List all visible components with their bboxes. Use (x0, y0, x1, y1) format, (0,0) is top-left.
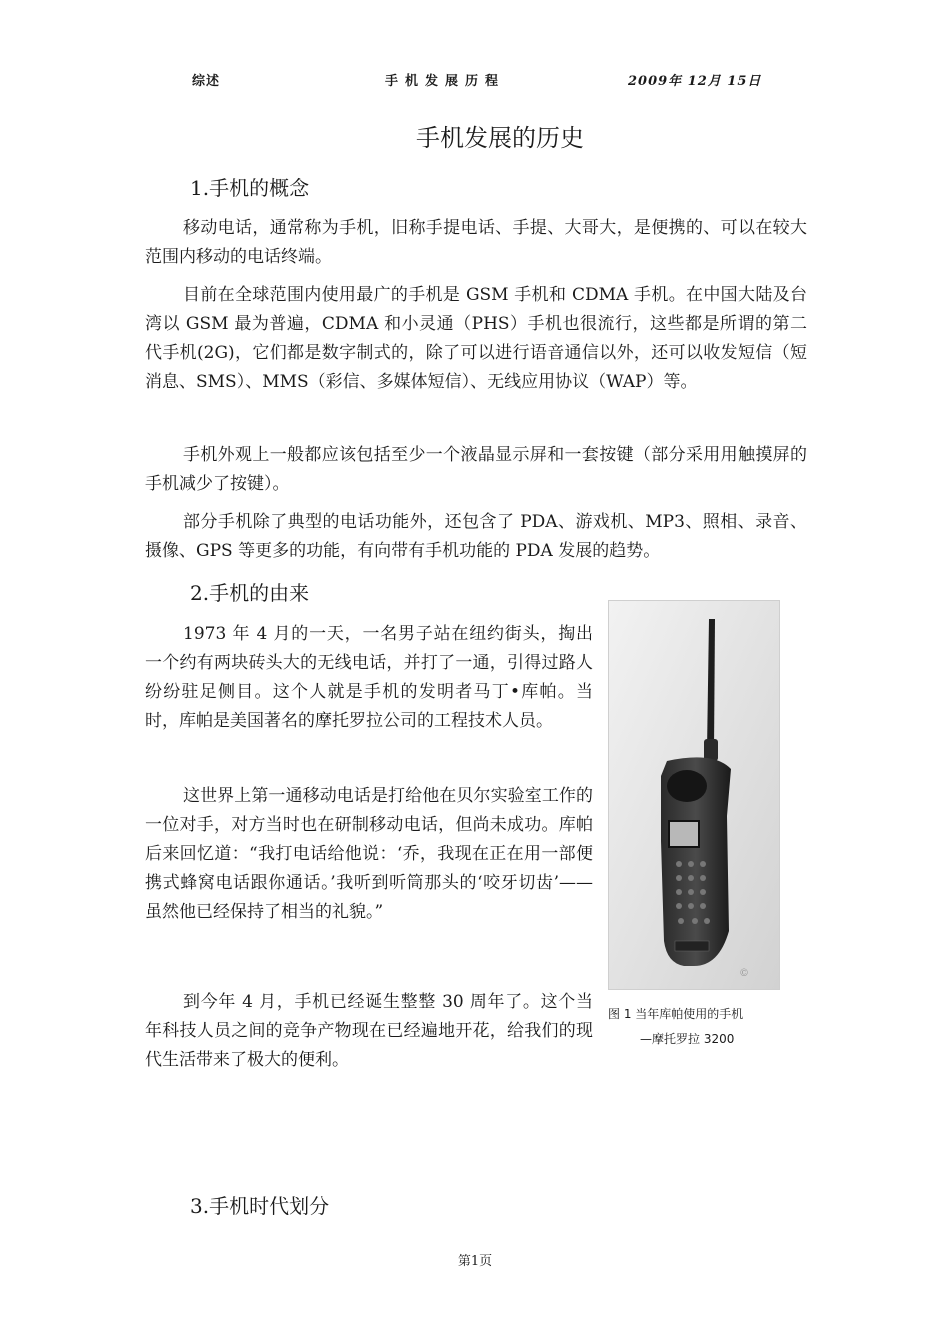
section2-para-1: 1973 年 4 月的一天，一名男子站在纽约街头，掏出一个约有两块砖头大的无线电话，并打了一通，引得过路人纷纷驻足侧目。这个人就是手机的发明者马丁•库帕。当时，库帕是美国著名的摩托罗拉公司的工程技术人员。 (145, 624, 593, 731)
header-date: 2009年 12月 15日 (628, 74, 762, 89)
page-number: 第1页 (457, 1254, 493, 1269)
section1-para-1: 移动电话，通常称为手机，旧称手提电话、手提、大哥大，是便携的、可以在较大范围内移动的电话终端。 (145, 218, 807, 267)
figure-caption (608, 1002, 783, 1052)
section1-para-3: 手机外观上一般都应该包括至少一个液晶显示屏和一套按键（部分采用用触摸屏的手机减少了按键）。 (145, 445, 807, 494)
section2-heading: 2.手机的由来 (190, 581, 310, 605)
header-left: 综述 (192, 74, 221, 89)
svg-text:©: © (739, 968, 749, 979)
section1-heading: 1.手机的概念 (190, 176, 310, 200)
section3-heading: 3.手机时代划分 (190, 1194, 330, 1218)
phone-photo (608, 600, 780, 990)
section1-para-2: 目前在全球范围内使用最广的手机是 GSM 手机和 CDMA 手机。在中国大陆及台湾以 GSM 最为普遍，CDMA 和小灵通（PHS）手机也很流行，这些都是所谓的第二代手机(2G)，它们都是数字制式的，除了可以进行语音通信以外，还可以收发短信（短消息、SMS）、MMS（彩信、多媒体短信）、无线应用协议（WAP）等。 (145, 285, 807, 392)
section2-para-2: 这世界上第一通移动电话是打给他在贝尔实验室工作的一位对手，对方当时也在研制移动电话，但尚未成功。库帕后来回忆道：“我打电话给他说：‘乔，我现在正在用一部便携式蜂窝电话跟你通话。’我听到听筒那头的‘咬牙切齿’——虽然他已经保持了相当的礼貌。” (145, 786, 593, 922)
header-center: 手机发展历程 (385, 74, 506, 89)
section2-para-3: 到今年 4 月，手机已经诞生整整 30 周年了。这个当年科技人员之间的竞争产物现在已经遍地开花，给我们的现代生活带来了极大的便利。 (145, 992, 593, 1070)
page-title: 手机发展的历史 (416, 124, 584, 152)
figure-caption-line2: —摩托罗拉 3200 (640, 1032, 735, 1046)
section1-para-4: 部分手机除了典型的电话功能外，还包含了 PDA、游戏机、MP3、照相、录音、摄像、GPS 等更多的功能，有向带有手机功能的 PDA 发展的趋势。 (145, 512, 807, 561)
motorola-phone-illustration (609, 601, 779, 989)
figure-caption-line1: 图 1 当年库帕使用的手机 (608, 1007, 744, 1021)
